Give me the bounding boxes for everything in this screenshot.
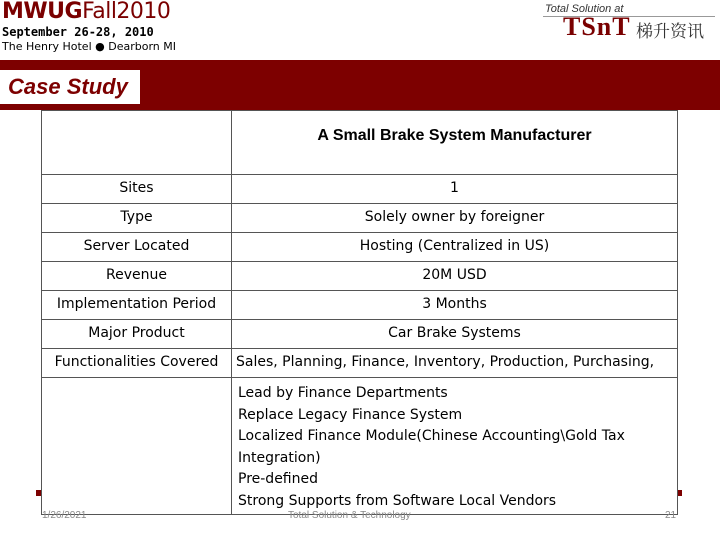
note-line: Integration) bbox=[238, 449, 321, 466]
note-line: Strong Supports from Software Local Vendors bbox=[238, 492, 557, 509]
footer-company: Total Solution & Technology bbox=[288, 510, 411, 521]
row-label: Implementation Period bbox=[56, 296, 217, 312]
note-line: Localized Finance Module(Chinese Accounting\Gold Tax bbox=[238, 428, 625, 445]
row-label: Sites bbox=[119, 180, 154, 196]
table-row bbox=[42, 348, 677, 377]
row-label: Type bbox=[120, 209, 153, 225]
notes-list bbox=[238, 383, 625, 513]
row-label: Functionalities Covered bbox=[54, 354, 219, 370]
note-line: Replace Legacy Finance System bbox=[238, 406, 463, 423]
row-value: Sales, Planning, Finance, Inventory, Production, Purchasing, bbox=[236, 354, 655, 370]
tsnt-chinese-name: 梯升资讯 bbox=[636, 22, 704, 42]
slide-title: Case Study bbox=[0, 70, 140, 104]
row-value: 3 Months bbox=[422, 296, 487, 312]
row-value: 1 bbox=[450, 180, 459, 196]
table-row bbox=[42, 174, 677, 203]
mwug-logo bbox=[2, 0, 170, 24]
venue-separator: ● bbox=[95, 40, 105, 53]
tsnt-logo: TSnT bbox=[563, 12, 631, 41]
row-value: Car Brake Systems bbox=[388, 325, 521, 341]
table-row bbox=[42, 319, 677, 348]
slide-header bbox=[0, 0, 720, 60]
table-row bbox=[42, 203, 677, 232]
row-value: 20M USD bbox=[422, 267, 487, 283]
note-line: Pre-defined bbox=[238, 471, 319, 488]
row-label: Server Located bbox=[83, 238, 190, 254]
row-divider bbox=[42, 377, 677, 378]
case-study-table bbox=[41, 110, 678, 515]
venue-city: Dearborn MI bbox=[108, 40, 176, 53]
row-value: Solely owner by foreigner bbox=[364, 209, 545, 225]
footer-date: 1/26/2021 bbox=[42, 510, 87, 521]
table-row bbox=[42, 290, 677, 319]
row-label: Major Product bbox=[88, 325, 185, 341]
event-venue bbox=[2, 40, 176, 53]
logo-prefix: MWUG bbox=[2, 0, 83, 24]
tsnt-tagline: Total Solution at bbox=[545, 3, 624, 15]
note-line: Lead by Finance Departments bbox=[238, 385, 448, 401]
logo-suffix: Fall2010 bbox=[82, 0, 171, 24]
venue-name: The Henry Hotel bbox=[2, 40, 92, 53]
event-dates: September 26-28, 2010 bbox=[2, 25, 154, 39]
row-label: Revenue bbox=[106, 267, 167, 283]
table-heading: A Small Brake System Manufacturer bbox=[317, 127, 592, 144]
table-row bbox=[42, 232, 677, 261]
footer-page-number: 21 bbox=[665, 510, 677, 521]
row-value: Hosting (Centralized in US) bbox=[359, 238, 550, 254]
table-row bbox=[42, 261, 677, 290]
